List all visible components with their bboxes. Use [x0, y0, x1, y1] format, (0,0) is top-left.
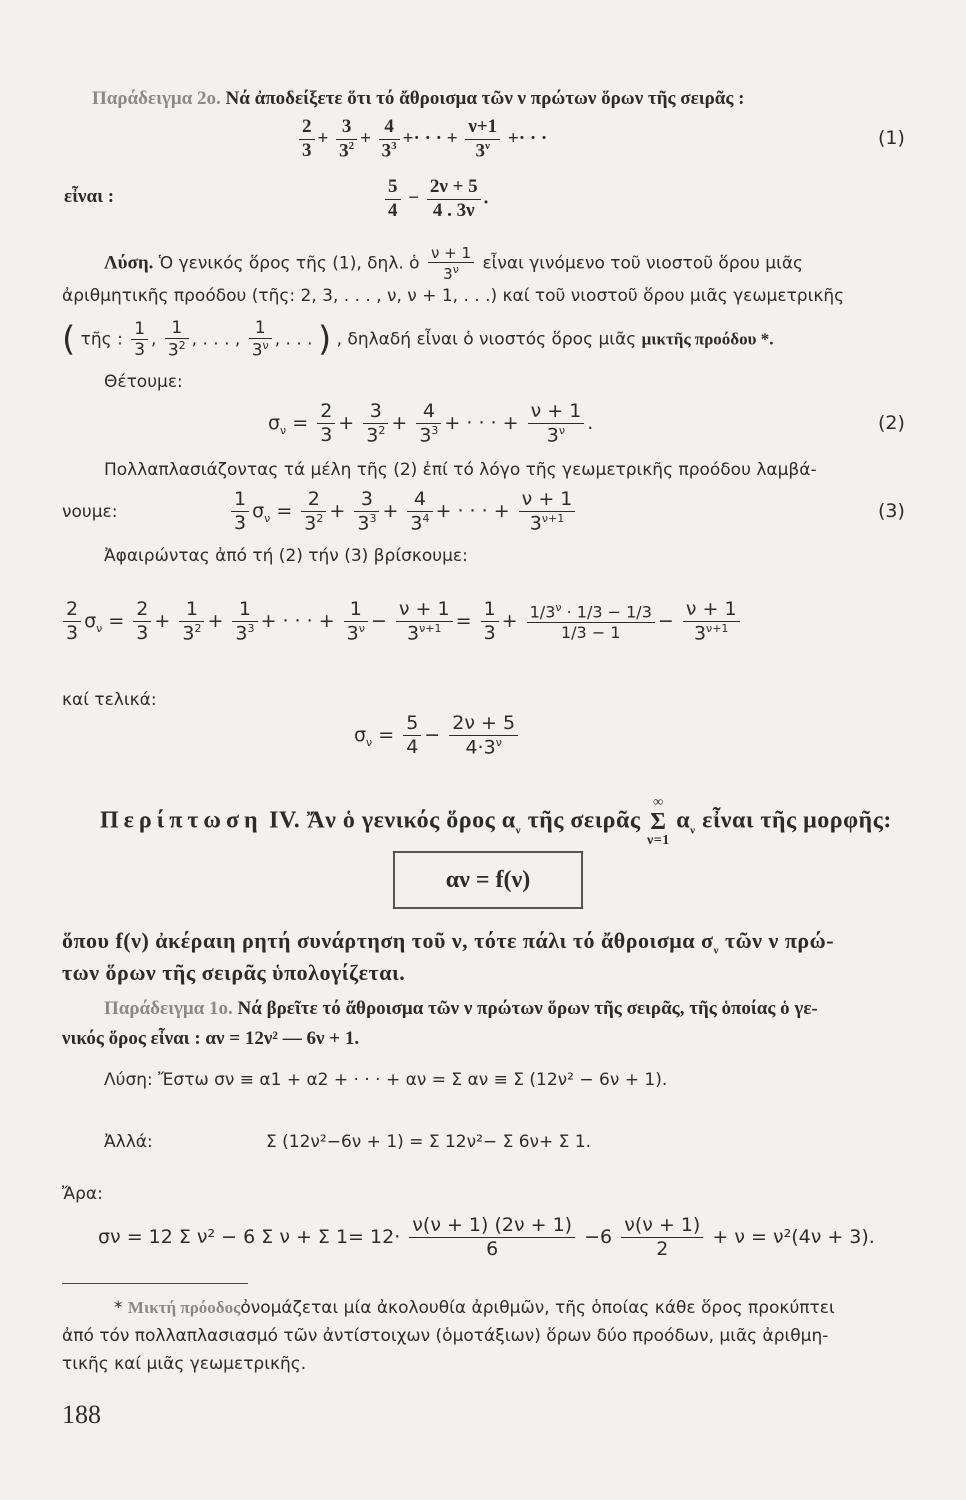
fraction: $\frac{\nu + 1}{3^{\nu+1}}$: [396, 598, 453, 645]
denominator: 4: [388, 199, 398, 221]
example-label: Παράδειγμα 1ο.: [104, 998, 233, 1019]
multiply-end: νουμε:: [62, 502, 118, 522]
fraction: $\frac{4}{3^3}$: [416, 400, 441, 447]
final-result: $\sigma_\nu$ = $\frac{5}{4}$ − $\frac{2\nu + 5}{4\cdot 3^\nu}$: [354, 712, 521, 759]
text: τῶν ν πρώ-: [724, 928, 835, 953]
fraction: [427, 176, 481, 223]
but-formula: Σ (12ν²−6ν + 1) = Σ 12ν²− Σ 6ν+ Σ 1.: [266, 1132, 592, 1152]
case4-desc2: των ὅρων τῆς σειρᾶς ὑπολογίζεται.: [62, 960, 406, 985]
case4-desc1: ὅπου f(ν) ἀκέραιη ρητή συνάρτηση τοῦ ν, τότε πάλι τό ἄθροισμα $\sigma_\nu$ τῶν ν πρώ-: [62, 928, 835, 957]
example2-heading: [92, 88, 744, 110]
fraction: $\frac{1}{3}$: [131, 319, 148, 361]
solution-label: Λύση:: [104, 1070, 153, 1090]
example1-line2: νικός ὅρος εἶναι : αν = 12ν² — 6ν + 1.: [62, 1028, 360, 1049]
solution-line2: ἀριθμητικῆς προόδου (τῆς: 2, 3, . . . , ν, ν + 1, . . .) καί τοῦ νιοστοῦ ὅρου μιᾶς γεωμετρικῆς: [62, 286, 845, 306]
formula: + ν = ν²(4ν + 3).: [712, 1225, 875, 1248]
fraction: $\frac{3}{3^2}$: [336, 116, 357, 163]
fraction: $\frac{4}{3^3}$: [379, 116, 400, 163]
fraction: $\frac{5}{4}$: [403, 712, 421, 759]
fraction: $\frac{2}{3^2}$: [301, 488, 326, 535]
fraction: $\frac{2}{3}$: [317, 400, 335, 447]
equation-number: (2): [878, 412, 905, 434]
series-tail: +· · ·: [507, 127, 548, 149]
text: ὀνομάζεται μία ἀκολουθία ἀριθμῶν, τῆς ὁποίας κάθε ὅρος προκύπτει: [240, 1298, 835, 1318]
denominator: 4 . 3ν: [432, 199, 475, 221]
fraction: $\frac{\nu(\nu + 1)}{2}$: [621, 1214, 703, 1261]
fraction: $\frac{1}{3}$: [481, 598, 499, 645]
text: τῆς :: [80, 329, 123, 350]
text: ὅπου f(ν) ἀκέραιη ρητή συνάρτηση τοῦ ν, τότε πάλι τό ἄθροισμα σ: [62, 928, 714, 953]
footnote-line3: τικῆς καί μιᾶς γεωμετρικῆς.: [62, 1354, 307, 1374]
footnote-term: Μικτή πρόοδος: [127, 1298, 241, 1317]
heading-spaced: Περίπτωση: [100, 807, 263, 834]
fraction: $\frac{1}{3^\nu}$: [344, 598, 368, 645]
formula: Ἔστω σν ≡ α1 + α2 + · · · + αν = Σ αν ≡ Σ (12ν² − 6ν + 1).: [158, 1070, 668, 1090]
fraction: $\frac{\nu+1}{3^\nu}$: [465, 116, 500, 163]
boxed-formula: αν = f(ν): [393, 851, 583, 909]
fraction: $\frac{\nu + 1}{3^{\nu+1}}$: [519, 488, 576, 535]
example1-line1: [104, 998, 818, 1020]
text: , δηλαδή εἶναι ὁ νιοστός ὅρος μιᾶς: [336, 329, 637, 350]
text: εἶναι γινόμενο τοῦ νιοστοῦ ὅρου μιᾶς: [482, 253, 804, 274]
fraction: $\frac{3}{3^3}$: [354, 488, 379, 535]
solution-label: Λύση.: [104, 252, 154, 274]
numerator: 5: [385, 176, 401, 200]
fraction: $\frac{1}{3^\nu}$: [249, 318, 272, 361]
fraction: $\frac{2}{3}$: [133, 598, 151, 645]
case4-heading: Περίπτωση IV. Ἄν ὁ γενικός ὅρος $\alpha_\nu$ τῆς σειρᾶς ∞ Σ ν=1 $\alpha_\nu$ εἶναι τῆς μορφῆς:: [100, 795, 892, 848]
example1-solution: [104, 1070, 667, 1090]
heading-text: IV. Ἄν ὁ γενικός ὅρος α: [269, 807, 516, 834]
fraction: $\frac{1}{3^2}$: [165, 318, 189, 361]
series-formula: $\frac{2}{3}$ + $\frac{3}{3^2}$ + $\frac{4}{3^3}$ +· · · + $\frac{\nu+1}{3^\nu}$ +· · ·: [296, 116, 547, 163]
result-formula: $\frac{5}{4}$ − $\frac{2\nu + 5}{4 . 3\nu}$ .: [382, 176, 488, 223]
fraction: $\frac{\nu(\nu + 1) (2\nu + 1)}{6}$: [409, 1214, 575, 1261]
fraction: $\frac{2}{3}$: [63, 598, 81, 645]
numerator: 2ν + 5: [427, 176, 481, 200]
footnote-rule: [62, 1283, 248, 1284]
multiply-line: Πολλαπλασιάζοντας τά μέλη τῆς (2) ἐπί τό λόγο τῆς γεωμετρικῆς προόδου λαμβά-: [104, 460, 817, 480]
fraction: $\frac{4}{3^4}$: [407, 488, 432, 535]
subtract-line: Ἀφαιρώντας ἀπό τή (2) τήν (3) βρίσκουμε:: [104, 546, 468, 566]
equation-2: $\sigma_\nu$ = $\frac{2}{3}$ + $\frac{3}{3^2}$ + $\frac{4}{3^3}$ + · · · + $\frac{\nu + 1}{3^\nu}$ .: [268, 400, 594, 447]
page-number: 188: [62, 1400, 101, 1429]
formula: σν = 12 Σ ν² − 6 Σ ν + Σ 1= 12·: [98, 1225, 401, 1248]
fraction: $\frac{\nu + 1}{3^\nu}$: [528, 400, 585, 447]
fraction: $\frac{1}{3^3}$: [232, 598, 257, 645]
but-label: Ἀλλά:: [104, 1132, 153, 1152]
hence-label: Ἄρα:: [62, 1184, 103, 1204]
equation-number: (1): [878, 127, 905, 149]
we-set: Θέτουμε:: [104, 372, 183, 392]
fraction: $\frac{1}{3^2}$: [179, 598, 204, 645]
heading-text: τῆς σειρᾶς: [527, 807, 641, 834]
footnote-line1: [114, 1298, 835, 1318]
example-label: Παράδειγμα 2ο.: [92, 88, 221, 109]
text: Ὁ γενικός ὅρος τῆς (1), δηλ. ὁ: [158, 253, 420, 274]
solution-line3: ( τῆς : $\frac{1}{3}$ , $\frac{1}{3^2}$ , . . . , $\frac{1}{3^\nu}$ , . . . ) , δηλαδή εἶναι ὁ νιοστός ὅρος μιᾶς μικτῆς προόδου *.: [62, 318, 774, 362]
subtraction-equation: $\frac{2}{3}$ $\sigma_\nu$ = $\frac{2}{3}$ + $\frac{1}{3^2}$ + $\frac{1}{3^3}$ + · · · + $\frac{1}{3^\nu}$ − $\frac{\nu + 1}{3^{\nu+1}}$ = $\frac{1}{3}$ + $\frac{1/3^\nu \cdot 1/3 - 1/3}{1/3 - 1}$ − $\frac{\nu + 1}{3^{\nu+1}}$: [60, 598, 743, 645]
star: *: [114, 1298, 123, 1318]
final-sum: [98, 1214, 875, 1261]
equation-number: (3): [878, 500, 905, 522]
compound-fraction: $\frac{1/3^\nu \cdot 1/3 - 1/3}{1/3 - 1}$: [527, 601, 655, 642]
heading-text: εἶναι τῆς μορφῆς:: [702, 807, 892, 834]
finally-label: καί τελικά:: [62, 690, 157, 710]
formula: −6: [584, 1225, 613, 1248]
equation-3: $\frac{1}{3}$ $\sigma_\nu$ = $\frac{2}{3^2}$ + $\frac{3}{3^3}$ + $\frac{4}{3^4}$ + · · · + $\frac{\nu + 1}{3^{\nu+1}}$: [228, 488, 578, 535]
is-word: εἶναι :: [64, 186, 115, 207]
example-statement: Νά ἀποδείξετε ὅτι τό ἄθροισμα τῶν ν πρώτων ὅρων τῆς σειρᾶς :: [225, 88, 745, 109]
fraction: [385, 176, 401, 223]
example-statement: Νά βρεῖτε τό ἄθροισμα τῶν ν πρώτων ὅρων τῆς σειρᾶς, τῆς ὁποίας ὁ γε-: [237, 998, 818, 1019]
bold-term: μικτῆς προόδου *.: [641, 329, 774, 349]
fraction: $\frac{\nu + 1}{3^\nu}$: [428, 244, 474, 283]
fraction: $\frac{3}{3^2}$: [363, 400, 388, 447]
solution-line1: [104, 244, 803, 283]
fraction: $\frac{1}{3}$: [231, 488, 249, 535]
fraction: $\frac{2}{3}$: [299, 116, 315, 163]
fraction: $\frac{\nu + 1}{3^{\nu+1}}$: [683, 598, 740, 645]
footnote-line2: ἀπό τόν πολλαπλασιασμό τῶν ἀντίστοιχων (ὁμοτάξιων) ὅρων δύο προόδων, μιᾶς ἀριθμη-: [62, 1326, 829, 1346]
fraction: $\frac{2\nu + 5}{4\cdot 3^\nu}$: [449, 712, 518, 759]
